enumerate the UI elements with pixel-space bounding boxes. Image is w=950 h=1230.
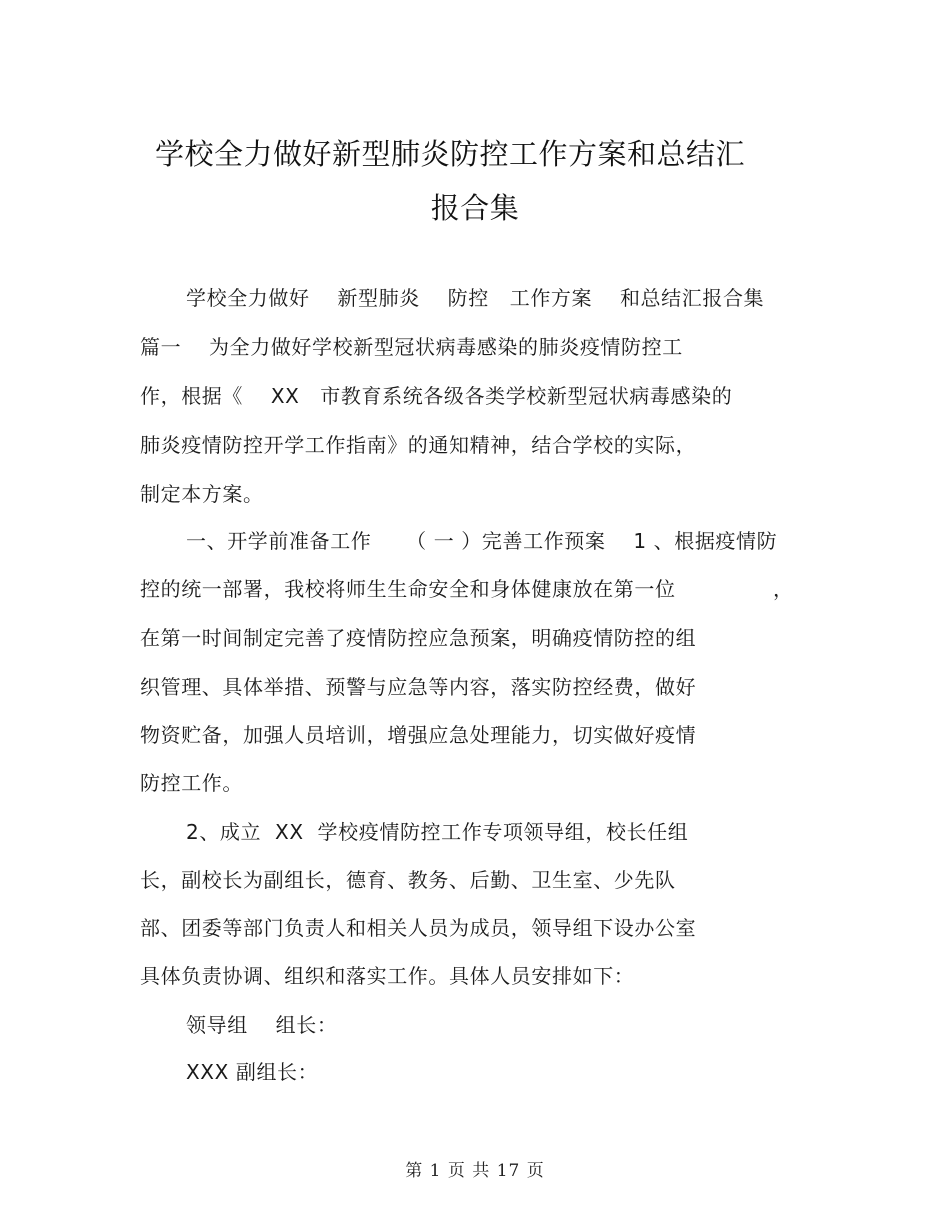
body-line: 2、成立 XX 学校疫情防控工作专项领导组，校长任组 bbox=[186, 820, 689, 844]
body-line: 一、开学前准备工作 （ 一 ）完善工作预案 1 、根据疫情防 bbox=[186, 529, 778, 553]
body-line: 领导组 组长： bbox=[186, 1013, 338, 1037]
body-line: 在第一时间制定完善了疫情防控应急预案，明确疫情防控的组 bbox=[140, 626, 697, 650]
body-line: 控的统一部署，我校将师生生命安全和身体健康放在第一位 ， bbox=[140, 577, 794, 601]
body-line: 作，根据《 XX 市教育系统各级各类学校新型冠状病毒感染的 bbox=[140, 384, 733, 408]
body-line: 制定本方案。 bbox=[140, 482, 264, 506]
document-title-line-2: 报合集 bbox=[430, 191, 520, 225]
body-line: XXX 副组长： bbox=[186, 1060, 319, 1084]
body-line: 织管理、具体举措、预警与应急等内容，落实防控经费，做好 bbox=[140, 675, 697, 699]
page-footer: 第 1 页 共 17 页 bbox=[405, 1161, 545, 1181]
body-line: 篇一 为全力做好学校新型冠状病毒感染的肺炎疫情防控工 bbox=[140, 335, 683, 359]
body-line: 物资贮备，加强人员培训，增强应急处理能力，切实做好疫情 bbox=[140, 723, 697, 747]
body-line: 防控工作。 bbox=[140, 771, 243, 795]
body-line: 具体负责协调、组织和落实工作。具体人员安排如下： bbox=[140, 964, 635, 988]
body-line: 肺炎疫情防控开学工作指南》的通知精神，结合学校的实际， bbox=[140, 433, 697, 457]
body-line: 部、团委等部门负责人和相关人员为成员，领导组下设办公室 bbox=[140, 916, 697, 940]
body-line: 长，副校长为副组长，德育、教务、后勤、卫生室、少先队 bbox=[140, 868, 676, 892]
body-line: 学校全力做好 新型肺炎 防控 工作方案 和总结汇报合集 bbox=[186, 286, 765, 310]
document-title-line-1: 学校全力做好新型肺炎防控工作方案和总结汇 bbox=[154, 137, 745, 171]
